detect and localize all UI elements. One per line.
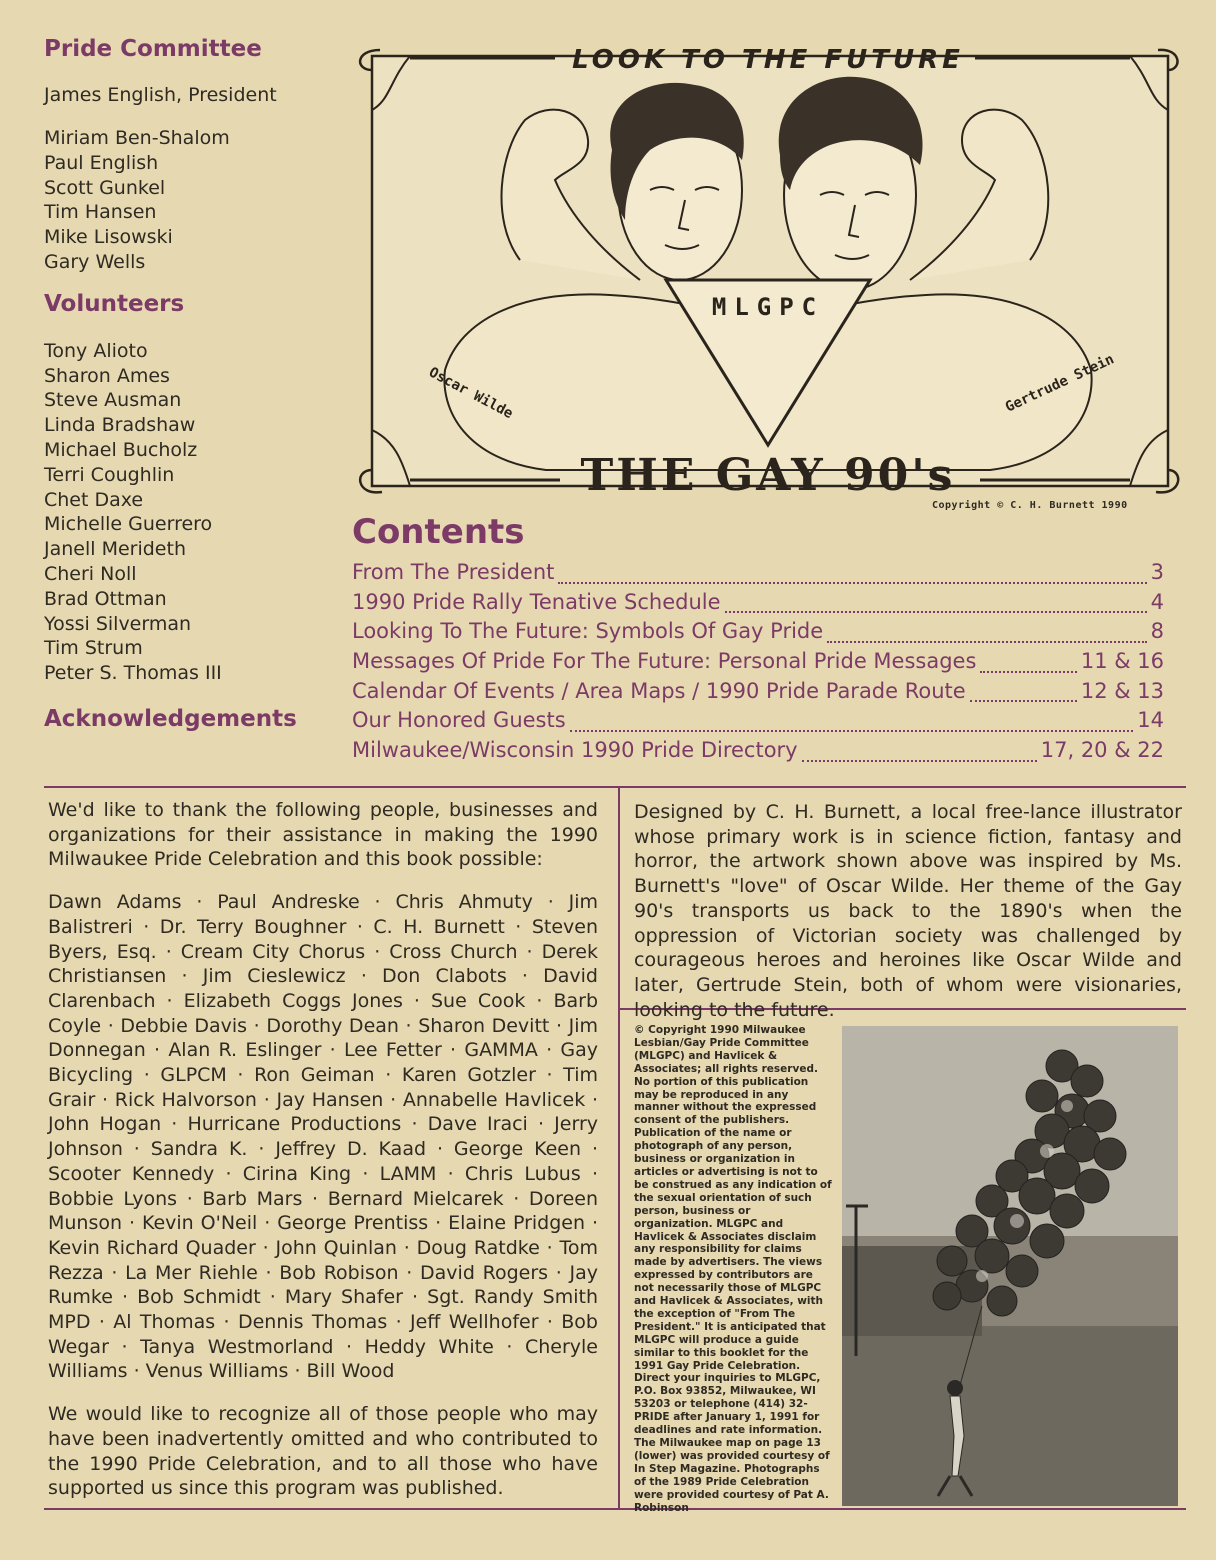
gertrude-stein-label: Gertrude Stein [1002, 351, 1117, 416]
pride-committee-heading: Pride Committee [44, 36, 262, 62]
toc-entry[interactable] [352, 619, 1164, 649]
volunteer: Steve Ausman [44, 389, 182, 412]
volunteer: Terri Coughlin [44, 463, 175, 486]
toc-entry-title: 1990 Pride Rally Tenative Schedule [352, 589, 721, 614]
committee-member: Mike Lisowski [44, 226, 173, 249]
acknowledgements-heading: Acknowledgements [44, 705, 297, 732]
toc-entry-title: Messages Of Pride For The Future: Personal Pride Messages [352, 649, 977, 674]
toc-entry-page: 4 [1150, 589, 1164, 614]
committee-member: Tim Hansen [44, 201, 157, 224]
volunteers-list [44, 339, 334, 686]
committee-list [44, 126, 334, 275]
committee-member: Gary Wells [44, 250, 146, 273]
banner-text: LOOK TO THE FUTURE [572, 45, 964, 75]
acknowledgements-intro: We'd like to thank the following people, businesses and organizations for their assistance in making the 1990 Milwaukee Pride Celebration and this book possible: [48, 799, 598, 871]
president-name: James English, President [44, 84, 277, 106]
toc-entry-title: From The President [352, 560, 555, 584]
triangle-label: MLGPC [711, 293, 825, 321]
acknowledgements-names: Dawn Adams · Paul Andreske · Chris Ahmuty · Jim Balistreri · Dr. Terry Boughner · C. H. Burnett · Steven Byers, Esq. · Cream City Chorus · Cross Church · Derek Christiansen · Jim Cieslewicz · Don Clabots · David Clarenbach · Elizabeth Coggs Jones · Sue Cook · Barb Coyle · Debbie Davis · Dorothy Dean · Sharon Devitt · Jim Donnegan · Alan R. Eslinger · Lee Fetter · GAMMA · Gay Bicycling · GLPCM · Ron Geiman · Karen Gotzler · Tim Grair · Rick Halvorson · Jay Hansen · Annabelle Havlicek · John Hogan · Hurricane Productions · Dave Iraci · Jerry Johnson · Sandra K. · Jeffrey D. Kaad · George Keen · Scooter Kennedy · Cirina King · LAMM · Chris Lubus · Bobbie Lyons · Barb Mars · Bernard Mielcarek · Doreen Munson · Kevin O'Neil · George Prentiss · Elaine Pridgen · Kevin Richard Quader · John Quinlan · Doug Ratdke · Tom Rezza · La Mer Riehle · Bob Robison · David Rogers · Jay Rumke · Bob Schmidt · Mary Shafer · Sgt. Randy Smith MPD · Al Thomas · Dennis Thomas · Jeff Wellhofer · Bob Wegar · Tanya Westmorland · Heddy White · Cheryle Williams · Venus Williams · Bill Wood [48, 891, 598, 1383]
divider-column [618, 788, 620, 1508]
gay-90s-illustration [350, 40, 1186, 515]
volunteer: Tony Alioto [44, 339, 148, 362]
toc-entry-page: 8 [1150, 619, 1164, 644]
toc-entry[interactable] [352, 590, 1164, 620]
committee-member: Scott Gunkel [44, 176, 166, 199]
toc-entry[interactable] [352, 649, 1164, 679]
toc-entry[interactable] [352, 560, 1164, 590]
legal-notice [634, 1024, 832, 1514]
toc-entry-title: Looking To The Future: Symbols Of Gay Pride [352, 619, 824, 644]
volunteer: Tim Strum [44, 637, 143, 660]
toc-leader-dots [725, 610, 1147, 613]
volunteer: Michelle Guerrero [44, 513, 213, 536]
volunteer: Michael Bucholz [44, 438, 198, 461]
balloons-photo [842, 1026, 1178, 1506]
volunteer: Cheri Noll [44, 562, 137, 585]
volunteer: Janell Merideth [44, 538, 186, 561]
toc-entry-title: Calendar Of Events / Area Maps / 1990 Pride Parade Route [352, 678, 966, 703]
toc-leader-dots [558, 581, 1146, 584]
acknowledgements-section [48, 798, 598, 1519]
toc-leader-dots [980, 670, 1076, 673]
oscar-wilde-label: Oscar Wilde [426, 364, 516, 423]
volunteer: Brad Ottman [44, 587, 167, 610]
contents-title: Contents [352, 512, 525, 552]
toc-entry[interactable] [352, 708, 1164, 738]
toc-entry-page: 12 & 13 [1080, 678, 1164, 703]
volunteer: Chet Daxe [44, 488, 144, 511]
volunteers-heading: Volunteers [44, 290, 185, 317]
gay-90s-title: THE GAY 90's [580, 450, 956, 501]
committee-member: Miriam Ben-Shalom [44, 127, 230, 149]
toc-entry[interactable] [352, 679, 1164, 709]
toc-entry[interactable] [352, 738, 1164, 768]
toc-entry-page: 17, 20 & 22 [1040, 738, 1164, 763]
toc-entry-title: Our Honored Guests [352, 708, 566, 733]
table-of-contents [352, 512, 1164, 768]
toc-leader-dots [827, 640, 1146, 643]
volunteer: Sharon Ames [44, 364, 170, 387]
volunteer: Yossi Silverman [44, 612, 192, 635]
toc-entry-title: Milwaukee/Wisconsin 1990 Pride Directory [352, 738, 798, 763]
toc-leader-dots [970, 699, 1077, 702]
toc-entry-page: 3 [1150, 560, 1164, 584]
toc-leader-dots [570, 729, 1134, 732]
sidebar [44, 36, 334, 732]
legal-notice-text: © Copyright 1990 Milwaukee Lesbian/Gay Pride Committee (MLGPC) and Havlicek & Associates; all rights reserved. No portion of this publication may be reproduced in any manner without the expressed consent of the publishers. Publication of the name or photograph of any person, business or organization in articles or advertising is not to be construed as any indication of the sexual orientation of such person, business or organization. MLGPC and Havlicek & Associates disclaim any responsibility for claims made by advertisers. The views expressed by contributors are not necessarily those of MLGPC and Havlicek & Associates, with the exception of "From The President." It is anticipated that MLGPC will produce a guide similar to this booklet for the 1991 Gay Pride Celebration. Direct your inquiries to MLGPC, P.O. Box 93852, Milwaukee, WI 53203 or telephone (414) 32-PRIDE after January 1, 1991 for deadlines and rate information. The Milwaukee map on page 13 (lower) was provided courtesy of In Step Magazine. Photographs of the 1989 Pride Celebration were provided courtesy of Pat A. Robinson [634, 1024, 832, 1514]
design-note [634, 800, 1182, 1022]
volunteer: Linda Bradshaw [44, 414, 196, 437]
toc-leader-dots [802, 759, 1037, 762]
divider-top [44, 786, 1186, 788]
toc-entry-page: 14 [1137, 708, 1164, 733]
committee-member: Paul English [44, 151, 159, 174]
acknowledgements-closing: We would like to recognize all of those people who may have been inadvertently omitted and who contributed to the 1990 Pride Celebration, and to all those who have supported us since this program was published. [48, 1403, 598, 1500]
volunteer: Peter S. Thomas III [44, 662, 222, 685]
toc-entry-page: 11 & 16 [1080, 649, 1164, 674]
design-note-text: Designed by C. H. Burnett, a local free-lance illustrator whose primary work is in science fiction, fantasy and horror, the artwork shown above was inspired by Ms. Burnett's "love" of Oscar Wilde. Her theme of the Gay 90's transports us back to the 1890's when the oppression of Victorian society was challenged by courageous heroes and heroines like Oscar Wilde and later, Gertrude Stein, both of whom were visionaries, looking to the future. [634, 801, 1182, 1021]
illustration-copyright: Copyright © C. H. Burnett 1990 [932, 500, 1128, 511]
